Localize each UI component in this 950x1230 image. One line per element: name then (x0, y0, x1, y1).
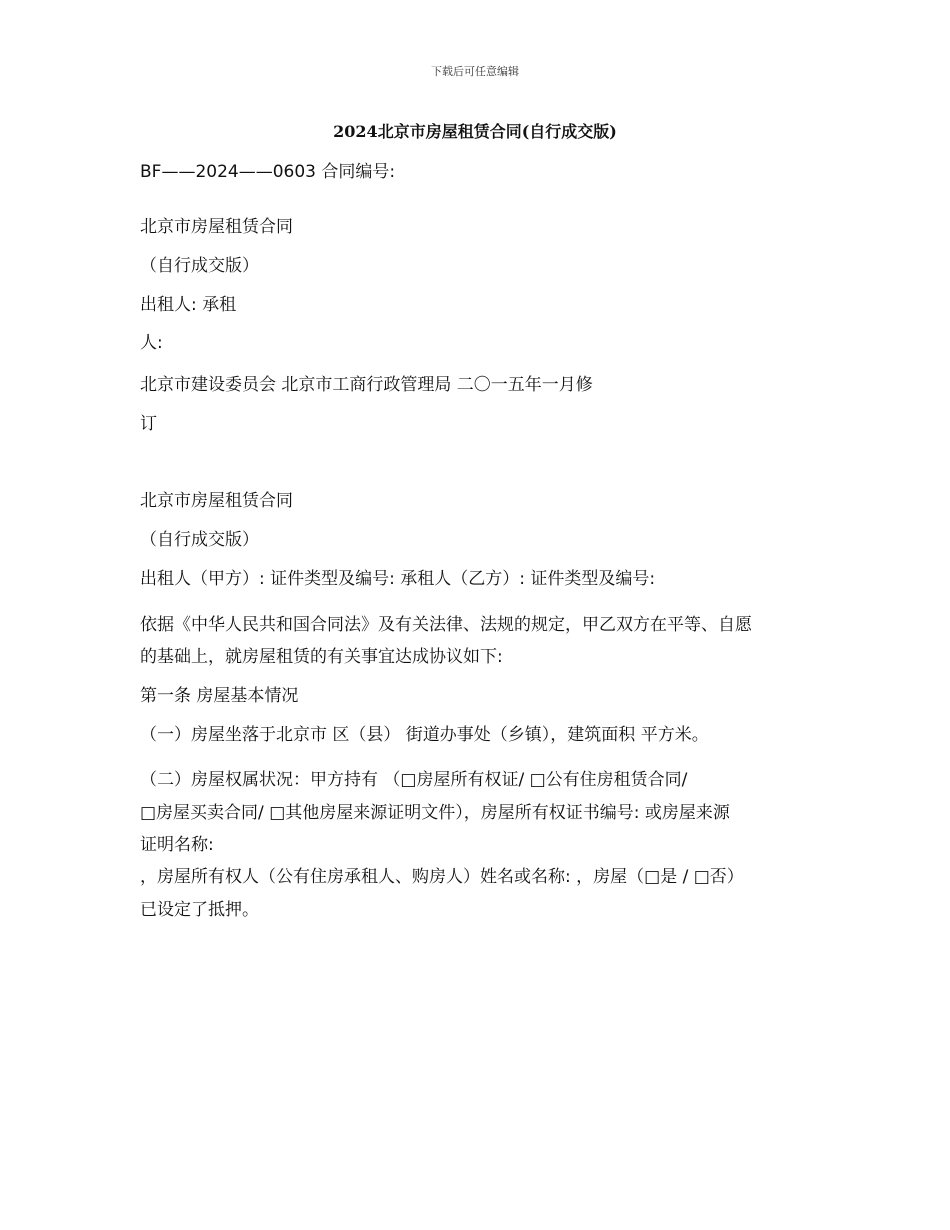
parties-line: 出租人（甲方）: 证件类型及编号: 承租人（乙方）: 证件类型及编号: (140, 569, 656, 589)
issuer-line-cont: 订 (140, 414, 157, 434)
body-title: 北京市房屋租赁合同 (140, 491, 293, 511)
item-2-line-1: （二）房屋权属状况：甲方持有 （□房屋所有权证/ □公有住房租赁合同/ (140, 770, 688, 790)
item-1: （一）房屋坐落于北京市 区（县） 街道办事处（乡镇），建筑面积 平方米。 (140, 725, 709, 745)
item-2-line-2: □房屋买卖合同/ □其他房屋来源证明文件），房屋所有权证书编号: 或房屋来源 (140, 803, 730, 823)
cover-title: 北京市房屋租赁合同 (140, 217, 293, 237)
cover-lessor-line: 出租人: 承租 (140, 295, 237, 315)
cover-lessee-line: 人: (140, 333, 163, 353)
issuer-line: 北京市建设委员会 北京市工商行政管理局 二〇一五年一月修 (140, 375, 593, 395)
contract-number-line: BF——2024——0603 合同编号: (140, 162, 396, 182)
cover-subtitle: （自行成交版） (140, 256, 259, 276)
item-2-line-3: 证明名称: (140, 835, 214, 855)
article-1-heading: 第一条 房屋基本情况 (140, 686, 299, 706)
item-2-line-4: ，房屋所有权人（公有住房承租人、购房人）姓名或名称: ，房屋（□是 / □否） (140, 867, 744, 887)
intro-line-2: 的基础上，就房屋租赁的有关事宜达成协议如下: (140, 647, 503, 667)
intro-line-1: 依据《中华人民共和国合同法》及有关法律、法规的规定，甲乙双方在平等、自愿 (140, 615, 752, 635)
header-note: 下载后可任意编辑 (431, 65, 519, 78)
document-title: 2024北京市房屋租赁合同(自行成交版) (333, 122, 617, 141)
item-2-line-5: 已设定了抵押。 (140, 900, 259, 920)
body-subtitle: （自行成交版） (140, 530, 259, 550)
